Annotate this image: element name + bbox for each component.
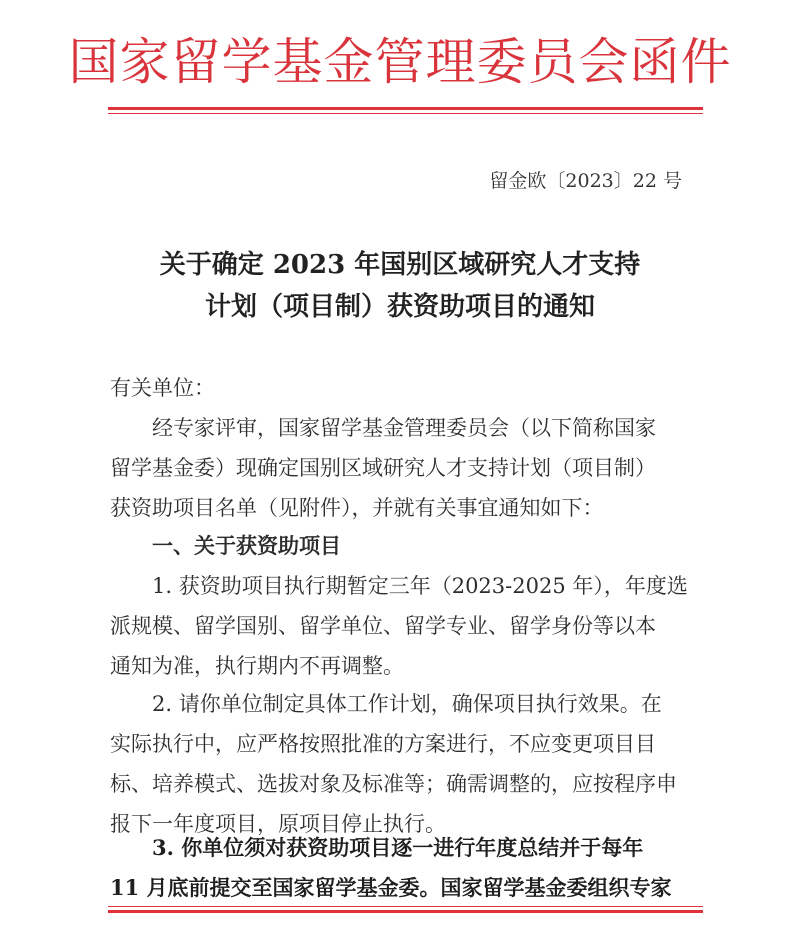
item-3-line-1: 3. 你单位须对获资助项目逐一进行年度总结并于每年 [152,835,644,860]
notice-title-line-1: 关于确定 2023 年国别区域研究人才支持 [159,250,641,280]
header-thin-red-rule [108,113,703,114]
notice-title-line-2: 计划（项目制）获资助项目的通知 [204,292,595,322]
document-number: 留金欧〔2023〕22 号 [489,170,682,192]
footer-thin-red-rule [108,906,703,907]
item-3-paragraph [110,828,690,908]
item-2-paragraph [110,684,690,844]
item-1-line-3: 通知为准，执行期内不再调整。 [110,654,404,678]
item-3-line-2: 11 月底前提交至国家留学基金委。国家留学基金委组织专家 [110,875,672,900]
section-heading-1: 一、关于获资助项目 [152,533,341,558]
header-thick-red-rule [108,107,703,110]
item-1-line-1: 1. 获资助项目执行期暂定三年（2023-2025 年），年度选 [152,574,688,598]
item-1-line-2: 派规模、留学国别、留学单位、留学专业、留学身份等以本 [110,614,656,638]
intro-paragraph [110,408,690,528]
footer-thick-red-rule [108,910,703,913]
item-2-line-3: 标、培养模式、选拔对象及标准等；确需调整的，应按程序申 [110,772,677,796]
salutation: 有关单位： [110,376,215,400]
item-1-paragraph [110,566,690,686]
item-2-line-4: 报下一年度项目，原项目停止执行。 [110,812,446,836]
intro-line-3: 获资助项目名单（见附件），并就有关事宜通知如下： [110,496,604,520]
item-2-line-2: 实际执行中，应严格按照批准的方案进行，不应变更项目目 [110,732,656,756]
intro-line-2: 留学基金委）现确定国别区域研究人才支持计划（项目制） [110,456,656,480]
item-2-line-1: 2. 请你单位制定具体工作计划，确保项目执行效果。在 [152,692,662,716]
intro-line-1: 经专家评审，国家留学基金管理委员会（以下简称国家 [152,416,656,440]
letterhead-title: 国家留学基金管理委员会函件 [68,33,732,91]
